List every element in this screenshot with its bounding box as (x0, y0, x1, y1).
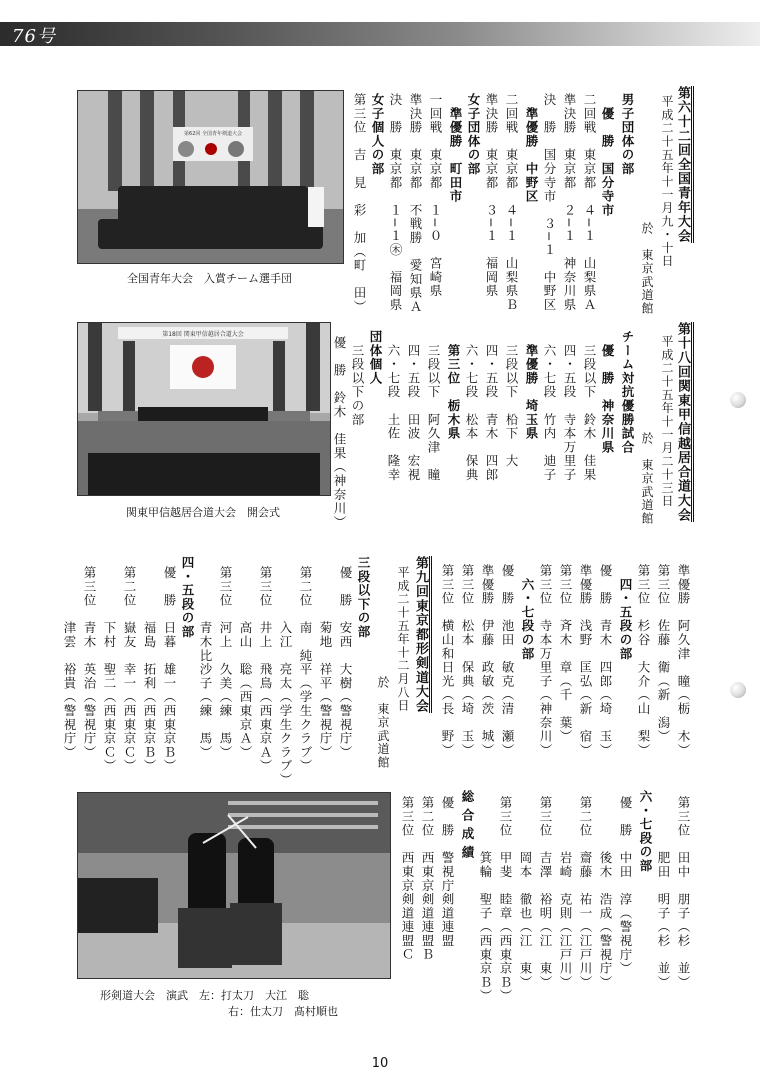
s3r-line: 第三位 斉木 章（千 葉） (558, 564, 573, 744)
s4-line: 岡本 徹也（江 東） (518, 796, 533, 990)
s1-line: 準決勝 東京都 不戦勝 愛知県Ａ (408, 93, 423, 314)
s2-line: 三段以下 鈴木 佳果 (582, 330, 597, 482)
s4-line: 優 勝 中田 淳（警視庁） (618, 796, 633, 976)
s3l-line: 優 勝 日暮 雄一（西東京Ｂ） (162, 566, 177, 773)
s1-line: 準優勝 町田市 (448, 93, 463, 204)
s1-line: 準決勝 東京都 ２−１ 神奈川県 (562, 93, 577, 312)
s3r-line: 優 勝 青木 四郎（埼 玉） (598, 564, 613, 758)
s1-line: 準優勝 中野区 (524, 93, 539, 204)
s4-line: 箕輪 聖子（西東京Ｂ） (478, 796, 493, 1003)
photo-iaido-opening-ceremony (77, 322, 331, 496)
s1-line: 準決勝 東京都 ３−１ 福岡県 (484, 93, 499, 298)
s4-line: 第三位 甲斐 睦章（西東京Ｂ） (498, 796, 513, 1003)
s3l-line: 福島 拓利（西東京Ｂ） (142, 566, 157, 773)
s4-line: 岩崎 克則（江戸川） (558, 796, 573, 990)
s2-line: 四・五段 寺本万里子 (562, 330, 577, 482)
s1-line: 女子個人の部 (370, 93, 385, 176)
s4-line: 第三位 田中 朋子（杉 並） (676, 796, 691, 990)
s3r-line: 第三位 横山和日光（長 野） (440, 564, 455, 758)
section3-date: 平成二十五年十二月八日 (396, 566, 410, 713)
s1-line: 第三位 吉 見 彩 加（町 田） (352, 93, 367, 314)
s4-line: 第二位 齋藤 祐一（江戸川） (578, 796, 593, 990)
s3r-line: 六・七段の部 (520, 564, 535, 661)
s2-line: 六・七段 竹内 迪子 (542, 330, 557, 482)
section1-title: 第六十二回全国青年大会 (675, 86, 694, 243)
s3r-line: 第三位 佐藤 衛（新 潟） (656, 564, 671, 744)
s2-line: 六・七段 土佐 隆幸 (386, 330, 401, 482)
s1-line: 男子団体の部 (620, 93, 635, 176)
s2-line: 三段以下 阿久津 瞳 (426, 330, 441, 482)
s1-line: 決 勝 国分寺市 ３−１ 中野区 (542, 93, 557, 312)
section2-date: 平成二十五年十一月二十三日 (660, 335, 674, 508)
s3l-line: 優 勝 安西 大樹（警視庁） (338, 566, 353, 760)
caption-photo2: 関東甲信越居合道大会 開会式 (126, 506, 280, 519)
s3r-line: 第三位 杉谷 大介（山 梨） (636, 564, 651, 758)
s3l-line: 津雲 裕貴（警視庁） (62, 566, 77, 760)
s2-line: 四・五段 田波 宏視 (406, 330, 421, 482)
s2-line: 三段以下の部 (350, 330, 365, 427)
s2-line: チーム対抗優勝試合 (620, 330, 635, 455)
s1-line: 決 勝 東京都 １−１㊍ 福岡県 (388, 93, 403, 312)
section1-venue: 於 東京武道館 (640, 222, 654, 316)
page-number: 10 (371, 1056, 389, 1071)
s3r-line: 準優勝 阿久津 瞳（栃 木） (676, 564, 691, 758)
s3l-line: 三段以下の部 (356, 556, 371, 639)
s3r-line: 優 勝 池田 敏克（清 瀬） (500, 564, 515, 758)
caption-photo3-line2: 右：仕太刀 髙村順也 (228, 1005, 338, 1018)
section2-venue: 於 東京武道館 (640, 432, 654, 526)
s3r-line: 第三位 松本 保典（埼 玉） (460, 564, 475, 758)
s2-line: 六・七段 松本 保典 (464, 330, 479, 482)
s3l-line: 入江 亮太（学生クラブ） (278, 566, 293, 787)
photo-youth-tournament-team (77, 90, 344, 264)
s2-line: 優 勝 鈴木 佳果（神奈川） (332, 336, 347, 530)
s1-line: 二回戦 東京都 ４−１ 山梨県Ａ (582, 93, 597, 312)
issue-number: 76号 (12, 26, 56, 47)
s1-line: 一回戦 東京都 １−０ 宮崎県 (428, 93, 443, 298)
s3l-line: 四・五段の部 (180, 556, 195, 639)
s3r-line: 第三位 寺本万里子（神奈川） (538, 564, 553, 758)
s3l-line: 菊地 祥平（警視庁） (318, 566, 333, 760)
header-bar (0, 22, 760, 46)
s2-line: 優 勝 神奈川県 (600, 330, 615, 455)
s4-line: 六・七段の部 (638, 790, 653, 873)
caption-photo1: 全国青年大会 入賞チーム選手団 (127, 272, 292, 285)
s4-line: 第三位 西東京剣道連盟Ｃ (400, 796, 415, 962)
s2-line: 団体個人 (368, 330, 383, 386)
s4-line: 第三位 吉澤 裕明（江 東） (538, 796, 553, 990)
photo1-banner-text: 第62回 全国青年剣道大会 (184, 131, 242, 137)
s4-line: 後木 浩成（警視庁） (598, 796, 613, 990)
s1-line: 優 勝 国分寺市 (600, 93, 615, 218)
s4-line: 総合成績 (460, 790, 475, 864)
s1-line: 女子団体の部 (466, 93, 481, 176)
margin-dot-upper (730, 392, 746, 408)
s3l-line: 第二位 嶽友 幸一（西東京Ｃ） (122, 566, 137, 773)
s2-line: 準優勝 埼玉県 (524, 330, 539, 441)
s3r-line: 準優勝 浅野 匡弘（新 宿） (578, 564, 593, 758)
s3l-line: 青木比沙子（練 馬） (198, 566, 213, 760)
section1-date: 平成二十五年十一月九・十日 (660, 95, 674, 268)
s2-line: 三段以下 柗下 大 (504, 330, 519, 468)
s4-line: 肥田 明子（杉 並） (656, 796, 671, 990)
s2-line: 第三位 栃木県 (446, 330, 461, 441)
section2-title: 第十八回関東甲信越居合道大会 (675, 322, 694, 522)
photo2-banner-text: 第18回 関東甲信越居合道大会 (162, 331, 244, 338)
s3l-line: 第三位 青木 英治（警視庁） (82, 566, 97, 760)
s4-line: 優 勝 警視庁剣道連盟 (440, 796, 455, 948)
s3r-line: 四・五段の部 (618, 564, 633, 661)
s3l-line: 第三位 井上 飛鳥（西東京Ａ） (258, 566, 273, 773)
s3l-line: 高山 聡（西東京Ａ） (238, 566, 253, 760)
margin-dot-lower (730, 682, 746, 698)
s1-line: 二回戦 東京都 ４−１ 山梨県Ｂ (504, 93, 519, 312)
s4-line: 第二位 西東京剣道連盟Ｂ (420, 796, 435, 962)
photo-kata-demonstration (77, 792, 391, 979)
s3l-line: 下村 聖二（西東京Ｃ） (102, 566, 117, 773)
s3l-line: 第二位 南 純平（学生クラブ） (298, 566, 313, 773)
s3r-line: 準優勝 伊藤 政敏（茨 城） (480, 564, 495, 758)
caption-photo3-line1: 形剣道大会 演武 左：打太刀 大江 聡 (100, 989, 309, 1002)
section3-title: 第九回東京都形剣道大会 (413, 556, 432, 713)
s2-line: 四・五段 青木 四郎 (484, 330, 499, 482)
section3-venue: 於 東京武道館 (376, 676, 390, 770)
s3l-line: 第三位 河上 久美（練 馬） (218, 566, 233, 760)
